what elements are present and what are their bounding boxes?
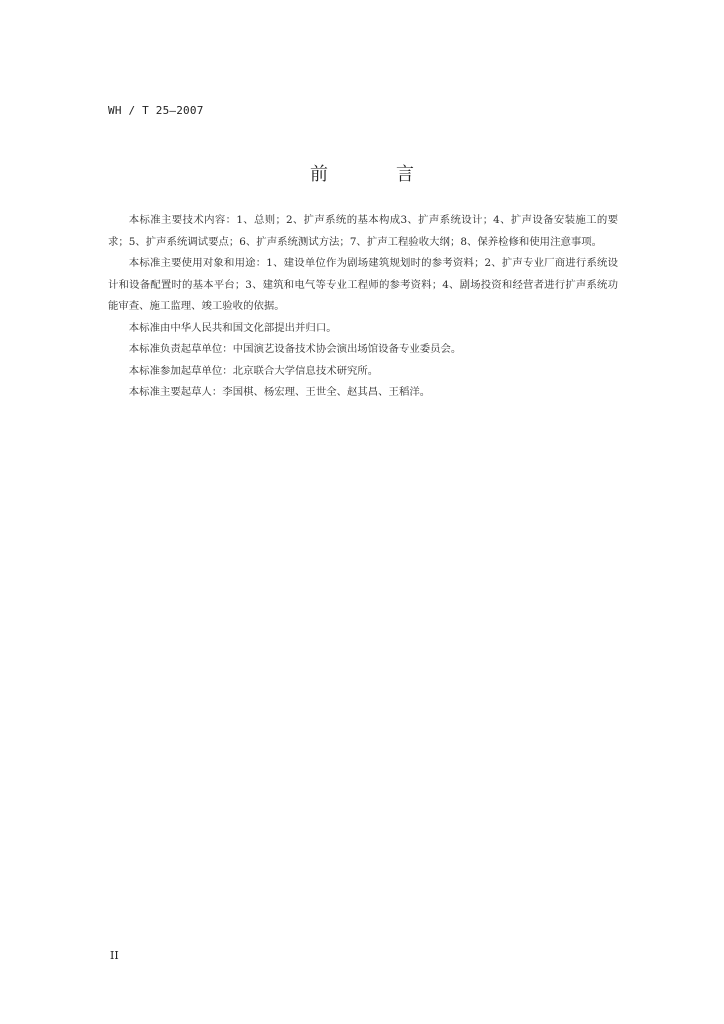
foreword-body bbox=[108, 210, 618, 404]
paragraph-technical-contents: 本标准主要技术内容：1、总则；2、扩声系统的基本构成3、扩声系统设计；4、扩声设备安装施工的要求；5、扩声系统调试要点；6、扩声系统测试方法；7、扩声工程验收大纲；8、保养检修和使用注意事项。 bbox=[108, 214, 618, 248]
page-number: II bbox=[110, 949, 119, 962]
standard-code: WH / T 25—2007 bbox=[108, 104, 204, 117]
page-title bbox=[0, 160, 724, 186]
page-title-part1: 前 bbox=[310, 164, 328, 185]
paragraph-drafters: 本标准主要起草人：李国棋、杨宏理、王世全、赵其昌、王稻洋。 bbox=[128, 386, 431, 398]
paragraph-usage: 本标准主要使用对象和用途：1、建设单位作为剧场建筑规划时的参考资料；2、扩声专业厂商进行系统设计和设备配置时的基本平台；3、建筑和电气等专业工程师的参考资料；4、剧场投资和经营者进行扩声系统功能审查、施工监理、竣工验收的依据。 bbox=[108, 257, 618, 312]
paragraph-proposer: 本标准由中华人民共和国文化部提出并归口。 bbox=[128, 321, 337, 334]
page-title-part2: 言 bbox=[396, 164, 414, 185]
paragraph-drafting-unit: 本标准负责起草单位：中国演艺设备技术协会演出场馆设备专业委员会。 bbox=[128, 343, 462, 355]
paragraph-participating-unit: 本标准参加起草单位：北京联合大学信息技术研究所。 bbox=[128, 364, 379, 377]
